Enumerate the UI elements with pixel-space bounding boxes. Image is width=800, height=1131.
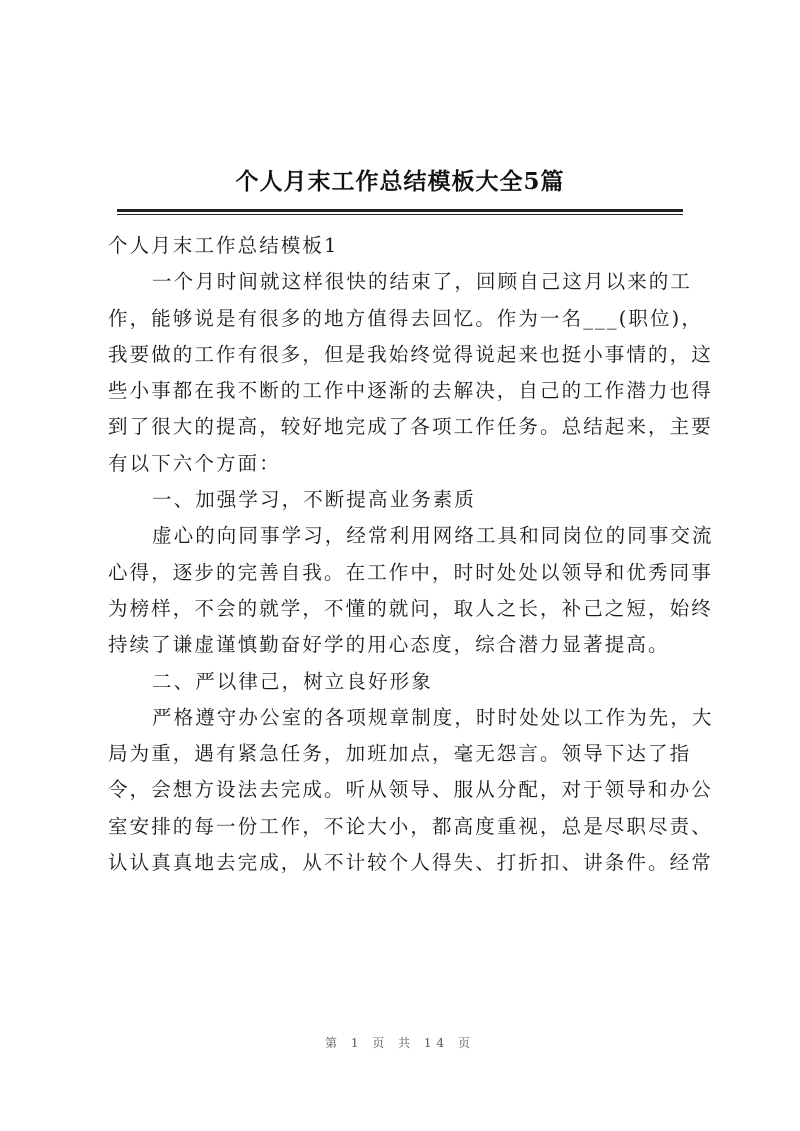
subheading: 二、严以律己，树立良好形象 xyxy=(152,669,433,693)
paragraph-line: 认认真真地去完成，从不计较个人得失、打折扣、讲条件。经常 xyxy=(108,851,713,875)
document-title: 个人月末工作总结模板大全5篇 xyxy=(235,168,565,195)
paragraph-line: 局为重，遇有紧急任务，加班加点，毫无怨言。领导下达了指 xyxy=(108,742,692,766)
paragraph-line: 一个月时间就这样很快的结束了，回顾自己这月以来的工 xyxy=(152,270,693,294)
paragraph-line: 些小事都在我不断的工作中逐渐的去解决，自己的工作潜力也得 xyxy=(108,379,713,403)
subheading: 一、加强学习，不断提高业务素质 xyxy=(152,488,477,512)
paragraph-line: 为榜样，不会的就学，不懂的就问，取人之长，补己之短，始终 xyxy=(108,596,713,620)
page-footer: 第 1 页 共 14 页 xyxy=(325,1036,475,1050)
paragraph-line: 心得，逐步的完善自我。在工作中，时时处处以领导和优秀同事 xyxy=(108,560,713,584)
document-body xyxy=(108,228,714,881)
section-heading: 个人月末工作总结模板1 xyxy=(108,234,339,257)
paragraph-line: 室安排的每一份工作，不论大小，都高度重视，总是尽职尽责、 xyxy=(108,814,713,838)
paragraph-line: 作，能够说是有很多的地方值得去回忆。作为一名___(职位)， xyxy=(108,306,703,330)
paragraph-line: 到了很大的提高，较好地完成了各项工作任务。总结起来，主要 xyxy=(108,415,713,439)
title-divider-thin xyxy=(117,214,683,215)
paragraph-line: 虚心的向同事学习，经常利用网络工具和同岗位的同事交流 xyxy=(152,524,714,548)
paragraph-line: 令，会想方设法去完成。听从领导、服从分配，对于领导和办公 xyxy=(108,778,713,802)
paragraph-line: 严格遵守办公室的各项规章制度，时时处处以工作为先，大 xyxy=(152,705,714,729)
paragraph-line: 我要做的工作有很多，但是我始终觉得说起来也挺小事情的，这 xyxy=(108,342,713,366)
paragraph-line: 有以下六个方面： xyxy=(108,451,281,475)
paragraph-line: 持续了谦虚谨慎勤奋好学的用心态度，综合潜力显著提高。 xyxy=(108,633,670,657)
title-divider-thick xyxy=(117,209,683,212)
